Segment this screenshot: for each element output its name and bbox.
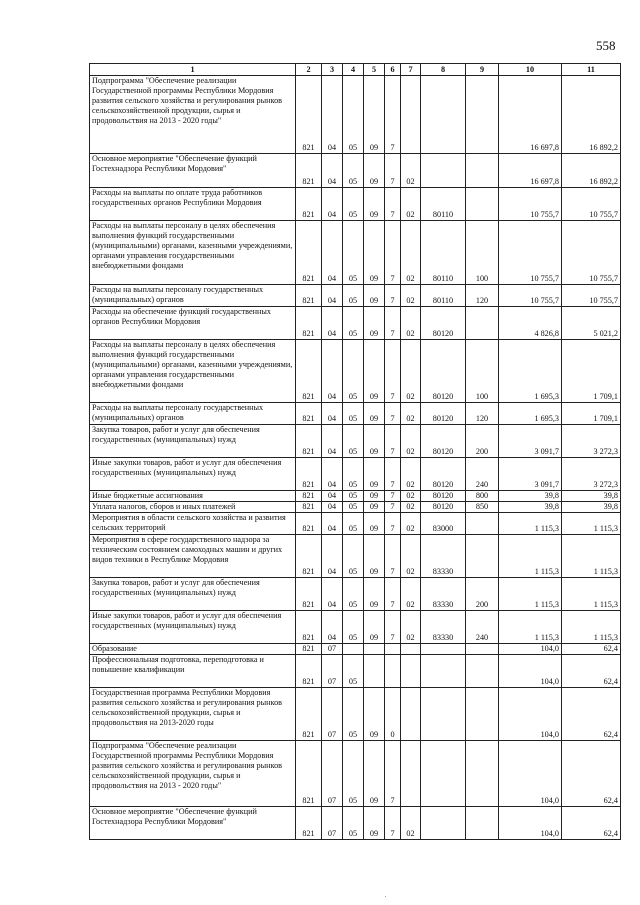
header-cell: 6 [385,64,401,76]
table-row [90,741,621,807]
cell-section: 04 [322,307,343,340]
cell-ministry: 821 [296,340,322,403]
cell-direction [421,741,466,807]
cell-subprogram: 7 [385,285,401,307]
cell-amount-2: 16 892,2 [562,154,621,188]
row-name: Основное мероприятие "Обеспечение функций Гостехнадзора Республики Мордовия" [90,807,296,840]
cell-subprogram: 7 [385,491,401,502]
cell-amount-2: 39,8 [562,491,621,502]
cell-direction: 80120 [421,425,466,458]
table-row [90,655,621,688]
cell-event: 02 [401,578,421,611]
page-number: 558 [596,38,616,53]
cell-subprogram: 7 [385,76,401,154]
row-name: Иные закупки товаров, работ и услуг для обеспечения государственных (муниципальных) нужд [90,458,296,491]
cell-ministry: 821 [296,76,322,154]
cell-ministry: 821 [296,285,322,307]
budget-table [89,63,621,840]
row-name: Иные бюджетные ассигнования [90,491,296,502]
cell-event: 02 [401,307,421,340]
cell-program: 09 [364,807,385,840]
cell-amount-2: 62,4 [562,807,621,840]
cell-ministry: 821 [296,425,322,458]
cell-subprogram: 7 [385,458,401,491]
row-name: Подпрограмма "Обеспечение реализации Государственной программы Республики Мордовия развития сельского хозяйства и регулирования рынков сельскохозяйственной продукции, сырья и продовольствия на 2013 - 2020 годы" [90,741,296,807]
cell-ministry: 821 [296,154,322,188]
cell-ministry: 821 [296,535,322,578]
cell-ministry: 821 [296,188,322,221]
cell-section: 04 [322,578,343,611]
cell-amount-2: 1 115,3 [562,513,621,535]
cell-event: 02 [401,285,421,307]
cell-amount-2: 10 755,7 [562,221,621,285]
cell-ministry: 821 [296,655,322,688]
cell-subsection: 05 [343,76,364,154]
cell-direction: 80120 [421,307,466,340]
cell-subprogram: 7 [385,154,401,188]
cell-section: 04 [322,340,343,403]
cell-amount-1: 3 091,7 [499,458,562,491]
cell-subsection: 05 [343,491,364,502]
cell-ministry: 821 [296,502,322,513]
table-row [90,340,621,403]
table-row [90,535,621,578]
cell-expense-type: 850 [466,502,499,513]
table-row [90,76,621,154]
cell-subsection: 05 [343,578,364,611]
table-body [90,76,621,840]
table-row [90,307,621,340]
header-cell: 8 [421,64,466,76]
cell-amount-1: 10 755,7 [499,285,562,307]
cell-amount-2: 1 115,3 [562,611,621,644]
cell-subprogram: 7 [385,535,401,578]
cell-direction [421,154,466,188]
table-row [90,644,621,655]
cell-direction: 80120 [421,403,466,425]
table-row [90,502,621,513]
cell-amount-1: 1 695,3 [499,403,562,425]
row-name: Основное мероприятие "Обеспечение функций Гостехнадзора Республики Мордовия" [90,154,296,188]
cell-program: 09 [364,611,385,644]
cell-amount-1: 39,8 [499,502,562,513]
cell-direction [421,807,466,840]
cell-subprogram: 7 [385,807,401,840]
cell-ministry: 821 [296,611,322,644]
cell-amount-2: 62,4 [562,644,621,655]
cell-amount-2: 62,4 [562,741,621,807]
cell-subprogram: 7 [385,340,401,403]
cell-direction [421,655,466,688]
cell-program: 09 [364,221,385,285]
cell-amount-1: 104,0 [499,807,562,840]
cell-amount-1: 16 697,8 [499,154,562,188]
row-name: Закупка товаров, работ и услуг для обеспечения государственных (муниципальных) нужд [90,425,296,458]
cell-subsection: 05 [343,403,364,425]
cell-expense-type [466,188,499,221]
cell-subsection: 05 [343,425,364,458]
cell-amount-1: 104,0 [499,688,562,741]
cell-ministry: 821 [296,458,322,491]
cell-subprogram: 7 [385,221,401,285]
header-cell: 4 [343,64,364,76]
cell-event: 02 [401,188,421,221]
cell-direction: 80110 [421,221,466,285]
cell-expense-type: 100 [466,340,499,403]
cell-program: 09 [364,535,385,578]
cell-section: 04 [322,535,343,578]
header-cell: 5 [364,64,385,76]
cell-expense-type [466,154,499,188]
cell-program [364,655,385,688]
cell-amount-1: 1 115,3 [499,535,562,578]
cell-program: 09 [364,741,385,807]
cell-ministry: 821 [296,403,322,425]
cell-expense-type: 200 [466,578,499,611]
cell-subsection: 05 [343,307,364,340]
cell-direction: 83330 [421,611,466,644]
cell-ministry: 821 [296,491,322,502]
cell-expense-type: 240 [466,458,499,491]
table-row [90,285,621,307]
cell-program: 09 [364,76,385,154]
cell-expense-type: 240 [466,611,499,644]
cell-subsection: 05 [343,655,364,688]
cell-direction: 80120 [421,340,466,403]
header-cell: 7 [401,64,421,76]
cell-subsection: 05 [343,285,364,307]
row-name: Иные закупки товаров, работ и услуг для обеспечения государственных (муниципальных) нужд [90,611,296,644]
cell-amount-1: 104,0 [499,655,562,688]
cell-direction [421,76,466,154]
cell-ministry: 821 [296,807,322,840]
cell-expense-type [466,655,499,688]
cell-ministry: 821 [296,688,322,741]
cell-section: 04 [322,154,343,188]
cell-section: 04 [322,76,343,154]
cell-section: 04 [322,502,343,513]
cell-section: 07 [322,688,343,741]
cell-amount-2: 10 755,7 [562,188,621,221]
header-cell: 10 [499,64,562,76]
cell-amount-2: 1 115,3 [562,535,621,578]
row-name: Расходы на обеспечение функций государственных органов Республики Мордовия [90,307,296,340]
cell-subprogram: 7 [385,307,401,340]
cell-subsection: 05 [343,513,364,535]
table-row [90,491,621,502]
table-row [90,458,621,491]
table-row [90,154,621,188]
row-name: Уплата налогов, сборов и иных платежей [90,502,296,513]
cell-program: 09 [364,491,385,502]
row-name: Закупка товаров, работ и услуг для обеспечения государственных (муниципальных) нужд [90,578,296,611]
cell-amount-2: 1 709,1 [562,340,621,403]
cell-section: 04 [322,188,343,221]
cell-expense-type [466,76,499,154]
cell-program: 09 [364,340,385,403]
table-row [90,188,621,221]
cell-section: 04 [322,458,343,491]
cell-expense-type: 120 [466,285,499,307]
cell-subprogram [385,655,401,688]
row-name: Государственная программа Республики Мордовия развития сельского хозяйства и регулирования рынков сельскохозяйственной продукции, сырья и продовольствия на 2013-2020 годы [90,688,296,741]
cell-amount-1: 1 115,3 [499,611,562,644]
cell-direction [421,644,466,655]
cell-subsection: 05 [343,741,364,807]
header-cell: 1 [90,64,296,76]
cell-amount-1: 16 697,8 [499,76,562,154]
cell-subsection: 05 [343,221,364,285]
cell-ministry: 821 [296,644,322,655]
cell-program: 09 [364,425,385,458]
table-row [90,221,621,285]
cell-subprogram: 0 [385,688,401,741]
header-cell: 3 [322,64,343,76]
cell-subprogram: 7 [385,578,401,611]
cell-program: 09 [364,578,385,611]
cell-event: 02 [401,502,421,513]
cell-expense-type: 100 [466,221,499,285]
cell-subsection [343,644,364,655]
cell-subsection: 05 [343,188,364,221]
cell-program: 09 [364,285,385,307]
table-row [90,513,621,535]
cell-subprogram: 7 [385,513,401,535]
header-row [90,64,621,76]
table-row [90,425,621,458]
header-cell: 2 [296,64,322,76]
cell-subsection: 05 [343,688,364,741]
cell-direction: 80110 [421,188,466,221]
cell-event: 02 [401,513,421,535]
cell-event: 02 [401,154,421,188]
row-name: Расходы на выплаты персоналу в целях обеспечения выполнения функций государственными (муниципальными) органами, казенными учреждениями, органами управления государственными внебюджетными фондами [90,340,296,403]
cell-subsection: 05 [343,535,364,578]
table-row [90,807,621,840]
cell-section: 04 [322,491,343,502]
cell-amount-1: 3 091,7 [499,425,562,458]
cell-subsection: 05 [343,458,364,491]
cell-direction: 80120 [421,458,466,491]
cell-ministry: 821 [296,741,322,807]
row-name: Мероприятия в области сельского хозяйства и развития сельских территорий [90,513,296,535]
cell-amount-2: 39,8 [562,502,621,513]
cell-subsection: 05 [343,154,364,188]
cell-event [401,655,421,688]
cell-event [401,644,421,655]
cell-event: 02 [401,807,421,840]
cell-ministry: 821 [296,578,322,611]
cell-direction: 80120 [421,491,466,502]
cell-expense-type [466,307,499,340]
cell-event: 02 [401,340,421,403]
cell-direction: 80110 [421,285,466,307]
cell-direction: 83330 [421,535,466,578]
cell-section: 04 [322,425,343,458]
cell-expense-type: 120 [466,403,499,425]
cell-expense-type [466,688,499,741]
cell-expense-type [466,513,499,535]
table-row [90,578,621,611]
cell-expense-type [466,741,499,807]
cell-subprogram: 7 [385,741,401,807]
header-cell: 11 [562,64,621,76]
cell-subprogram: 7 [385,403,401,425]
cell-ministry: 821 [296,513,322,535]
cell-section: 04 [322,221,343,285]
table-row [90,403,621,425]
cell-amount-1: 1 695,3 [499,340,562,403]
cell-direction: 83000 [421,513,466,535]
cell-ministry: 821 [296,307,322,340]
cell-amount-1: 4 826,8 [499,307,562,340]
table-row [90,688,621,741]
cell-amount-2: 16 892,2 [562,76,621,154]
cell-amount-2: 10 755,7 [562,285,621,307]
cell-direction [421,688,466,741]
cell-amount-1: 10 755,7 [499,221,562,285]
cell-amount-1: 1 115,3 [499,513,562,535]
cell-direction: 83330 [421,578,466,611]
cell-amount-2: 1 115,3 [562,578,621,611]
cell-section: 04 [322,513,343,535]
cell-program: 09 [364,403,385,425]
cell-event: 02 [401,425,421,458]
cell-amount-2: 3 272,3 [562,458,621,491]
row-name: Расходы на выплаты персоналу государственных (муниципальных) органов [90,285,296,307]
row-name: Расходы на выплаты персоналу государственных (муниципальных) органов [90,403,296,425]
cell-event: 02 [401,535,421,578]
scan-mark: ٠ [384,894,388,900]
cell-expense-type: 800 [466,491,499,502]
cell-section: 04 [322,611,343,644]
cell-subprogram [385,644,401,655]
cell-program: 09 [364,188,385,221]
cell-amount-1: 39,8 [499,491,562,502]
cell-event [401,688,421,741]
cell-event: 02 [401,611,421,644]
cell-program: 09 [364,502,385,513]
table-row [90,611,621,644]
cell-event: 02 [401,403,421,425]
cell-subsection: 05 [343,340,364,403]
cell-section: 07 [322,644,343,655]
cell-expense-type [466,535,499,578]
cell-amount-2: 3 272,3 [562,425,621,458]
cell-event [401,76,421,154]
cell-amount-2: 62,4 [562,655,621,688]
cell-amount-1: 1 115,3 [499,578,562,611]
cell-section: 07 [322,741,343,807]
cell-expense-type: 200 [466,425,499,458]
cell-program: 09 [364,458,385,491]
row-name: Расходы на выплаты по оплате труда работников государственных органов Республики Мордовия [90,188,296,221]
cell-subsection: 05 [343,807,364,840]
cell-section: 07 [322,807,343,840]
cell-event: 02 [401,221,421,285]
cell-subprogram: 7 [385,425,401,458]
cell-section: 04 [322,403,343,425]
cell-event: 02 [401,458,421,491]
cell-subprogram: 7 [385,611,401,644]
cell-subprogram: 7 [385,502,401,513]
cell-section: 04 [322,285,343,307]
cell-section: 07 [322,655,343,688]
cell-amount-2: 5 021,2 [562,307,621,340]
header-cell: 9 [466,64,499,76]
cell-amount-2: 1 709,1 [562,403,621,425]
cell-expense-type [466,644,499,655]
row-name: Расходы на выплаты персоналу в целях обеспечения выполнения функций государственными (муниципальными) органами, казенными учреждениями, органами управления государственными внебюджетными фондами [90,221,296,285]
row-name: Мероприятия в сфере государственного надзора за техническим состоянием самоходных машин и других видов техники в Республике Мордовия [90,535,296,578]
row-name: Подпрограмма "Обеспечение реализации Государственной программы Республики Мордовия развития сельского хозяйства и регулирования рынков сельскохозяйственной продукции, сырья и продовольствия на 2013 - 2020 годы" [90,76,296,154]
row-name: Профессиональная подготовка, переподготовка и повышение квалификации [90,655,296,688]
cell-subsection: 05 [343,502,364,513]
cell-amount-2: 62,4 [562,688,621,741]
cell-program: 09 [364,688,385,741]
cell-ministry: 821 [296,221,322,285]
cell-direction: 80120 [421,502,466,513]
cell-subsection: 05 [343,611,364,644]
cell-program [364,644,385,655]
cell-amount-1: 104,0 [499,741,562,807]
cell-program: 09 [364,513,385,535]
cell-program: 09 [364,154,385,188]
cell-subprogram: 7 [385,188,401,221]
cell-program: 09 [364,307,385,340]
cell-amount-1: 104,0 [499,644,562,655]
cell-event: 02 [401,491,421,502]
cell-amount-1: 10 755,7 [499,188,562,221]
cell-expense-type [466,807,499,840]
cell-event [401,741,421,807]
row-name: Образование [90,644,296,655]
